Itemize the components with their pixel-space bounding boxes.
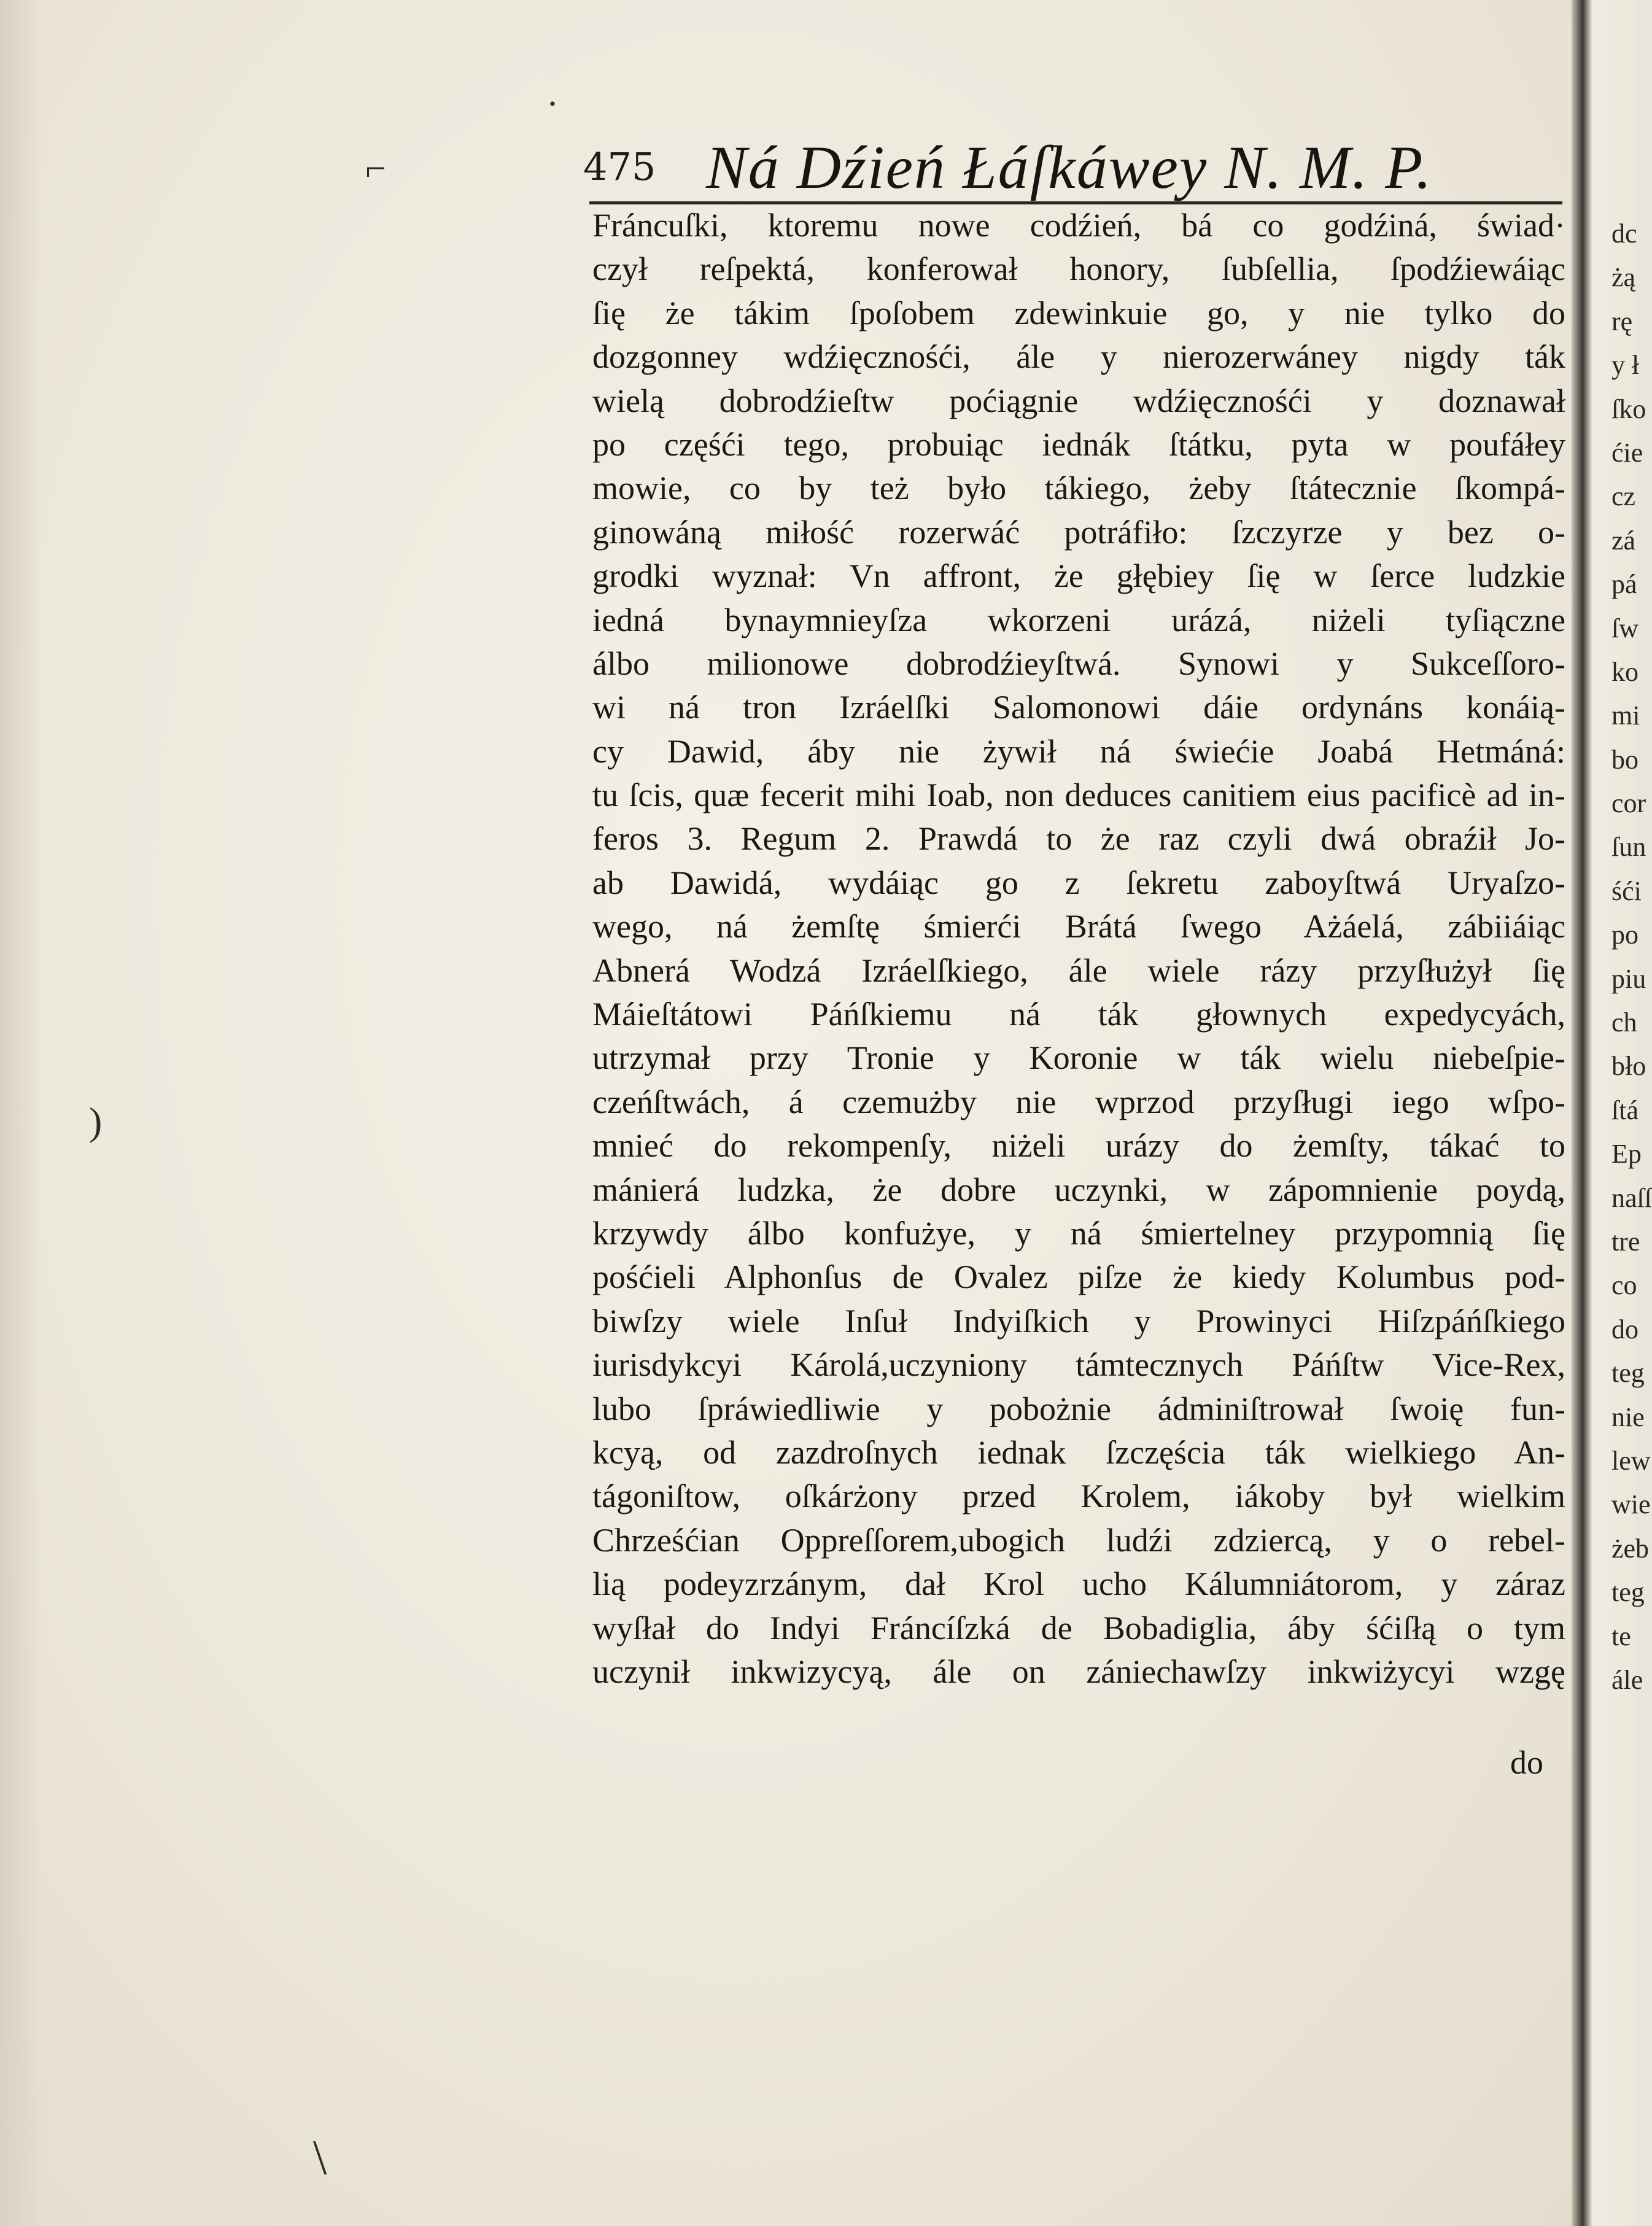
next-page-fragment: Ep [1611, 1139, 1642, 1169]
next-page-fragment: bło [1611, 1051, 1646, 1082]
next-page-fragment: naſſ [1611, 1182, 1652, 1213]
next-page-fragment: wie [1611, 1489, 1651, 1520]
text-line: ab Dawidá, wydáiąc go z ſekretu zaboyſtwá Uryaſzo- [592, 864, 1565, 901]
text-line: cy Dawid, áby nie żywił ná świećie Joabá Hetmáná: [592, 732, 1565, 770]
stray-mark: ⌐ [365, 148, 386, 188]
next-page-fragment: co [1611, 1270, 1637, 1301]
text-line: tágoniſtow, oſkárżony przed Krolem, iákoby był wielkim [592, 1478, 1565, 1515]
deckle-edge [0, 0, 43, 2226]
text-line: grodki wyznał: Vn affront, że głębiey ſię w ſerce ludzkie [592, 557, 1565, 595]
text-line: lią podeyzrzánym, dał Krol ucho Kálumniátorom, y záraz [592, 1565, 1565, 1603]
text-line: wego, ná żemſtę śmierći Brátá ſwego Ażáelá, zábiiáiąc [592, 908, 1565, 945]
text-line: ſię że tákim ſpoſobem zdewinkuie go, y nie tylko do [592, 294, 1565, 332]
next-page-fragment: cz [1611, 481, 1636, 512]
text-line: ginowáną miłość rozerwáć potráfiło: ſzczyrze y bez o- [592, 513, 1565, 551]
text-line: wi ná tron Izráelſki Salomonowi dáie ordynáns konáią- [592, 689, 1565, 726]
stray-mark: ) [89, 1099, 103, 1143]
text-line: wielą dobrodźieſtw poćiągnie wdźięcznośći y doznawał [592, 382, 1565, 419]
next-page-fragment: te [1611, 1621, 1631, 1651]
next-page-fragment: bo [1611, 744, 1638, 775]
text-line: tu ſcis, quæ fecerit mihi Ioab, non deduces canitiem eius pacificè ad in- [592, 777, 1565, 814]
next-page-fragment: ſko [1611, 394, 1646, 424]
next-page-fragment: śći [1611, 875, 1642, 906]
text-line: po częśći tego, probuiąc iednák ſtátku, pyta w poufáłey [592, 425, 1565, 463]
next-page-fragment: do [1611, 1314, 1638, 1344]
text-line: wyſłał do Indyi Fráncíſzká de Bobadiglia, áby śćiſłą o tym [592, 1609, 1565, 1646]
body-text [592, 204, 1565, 1694]
text-line: feros 3. Regum 2. Prawdá to że raz czyli dwá obraźił Jo- [592, 820, 1565, 858]
text-line: biwſzy wiele Inſuł Indyiſkich y Prowinyci Hiſzpáńſkiego [592, 1302, 1565, 1340]
catchword: do [1510, 1744, 1543, 1781]
text-line: álbo milionowe dobrodźieyſtwá. Synowi y Sukceſſoro- [592, 645, 1565, 682]
next-page-edge [1611, 212, 1652, 1702]
next-page-fragment: po [1611, 920, 1638, 950]
text-line: Fráncuſki, ktoremu nowe codźień, bá co godźiná, świad· [592, 207, 1565, 244]
text-line: czeńſtwách, á czemużby nie wprzod przyſługi iego wſpo- [592, 1083, 1565, 1120]
next-page-fragment: nie [1611, 1402, 1645, 1432]
next-page-fragment: teg [1611, 1358, 1645, 1389]
text-line: iurisdykcyi Károlá,uczyniony támtecznych Páńſtw Vice-Rex, [592, 1346, 1565, 1384]
text-line: Chrześćian Oppreſſorem,ubogich ludźi zdziercą, y o rebel- [592, 1521, 1565, 1559]
text-line: mowie, co by też było tákiego, żeby ſtátecznie ſkompá- [592, 470, 1565, 507]
next-page-fragment: lew [1611, 1445, 1651, 1476]
running-title: Ná Dźień Łáſkáwey N. M. P. [706, 133, 1433, 201]
next-page-fragment: żą [1611, 262, 1636, 293]
text-line: Abnerá Wodzá Izráelſkiego, ále wiele rázy przyſłużył ſię [592, 952, 1565, 989]
text-line: lubo ſpráwiedliwie y pobożnie ádminiſtrował ſwoię fun- [592, 1390, 1565, 1427]
text-line: mánierá ludzka, że dobre uczynki, w zápomnienie poydą, [592, 1171, 1565, 1208]
text-line: uczynił inkwizycyą, ále on zániechawſzy inkwiżycyi wzgę [592, 1653, 1565, 1690]
next-page-fragment: y ł [1611, 350, 1640, 381]
text-line: czył reſpektá, konferował honory, ſubſellia, ſpodźiewáiąc [592, 250, 1565, 288]
next-page-fragment: ſw [1611, 613, 1638, 643]
page-number: 475 [583, 144, 656, 189]
text-line: pośćieli Alphonſus de Ovalez piſze że kiedy Kolumbus pod- [592, 1258, 1565, 1296]
next-page-fragment: ch [1611, 1007, 1637, 1038]
page-header [583, 132, 1553, 200]
next-page-fragment: ćie [1611, 437, 1643, 468]
next-page-fragment: pá [1611, 569, 1637, 600]
next-page-fragment: żeb [1611, 1533, 1650, 1564]
text-line: kcyą, od zazdroſnych iednak ſzczęścia ták wielkiego An- [592, 1433, 1565, 1471]
next-page-fragment: rę [1611, 306, 1633, 336]
text-line: dozgonney wdźięcznośći, ále y nierozerwáney nigdy ták [592, 338, 1565, 376]
next-page-fragment: piu [1611, 963, 1646, 994]
text-line: iedná bynaymnieyſza wkorzeni urázá, niżeli tyſiączne [592, 601, 1565, 638]
next-page-fragment: ko [1611, 656, 1638, 687]
text-line: utrzymał przy Tronie y Koronie w ták wielu niebeſpie- [592, 1039, 1565, 1077]
next-page-fragment: cor [1611, 788, 1646, 819]
next-page-fragment: dc [1611, 219, 1637, 249]
stray-mark: \ [313, 2131, 327, 2185]
text-line: Máieſtátowi Páńſkiemu ná ták głownych expedycyách, [592, 996, 1565, 1033]
stray-mark: · [546, 83, 559, 124]
text-line: krzywdy álbo konfużye, y ná śmiertelney przypomnią ſię [592, 1214, 1565, 1252]
next-page-fragment: teg [1611, 1577, 1645, 1608]
next-page-fragment: zá [1611, 525, 1636, 556]
text-line: mnieć do rekompenſy, niżeli urázy do żemſty, tákać to [592, 1127, 1565, 1165]
next-page-fragment: ále [1611, 1664, 1643, 1695]
next-page-fragment: tre [1611, 1226, 1640, 1257]
next-page-fragment: mi [1611, 700, 1640, 731]
next-page-fragment: ſun [1611, 832, 1646, 863]
next-page-fragment: ſtá [1611, 1095, 1638, 1125]
